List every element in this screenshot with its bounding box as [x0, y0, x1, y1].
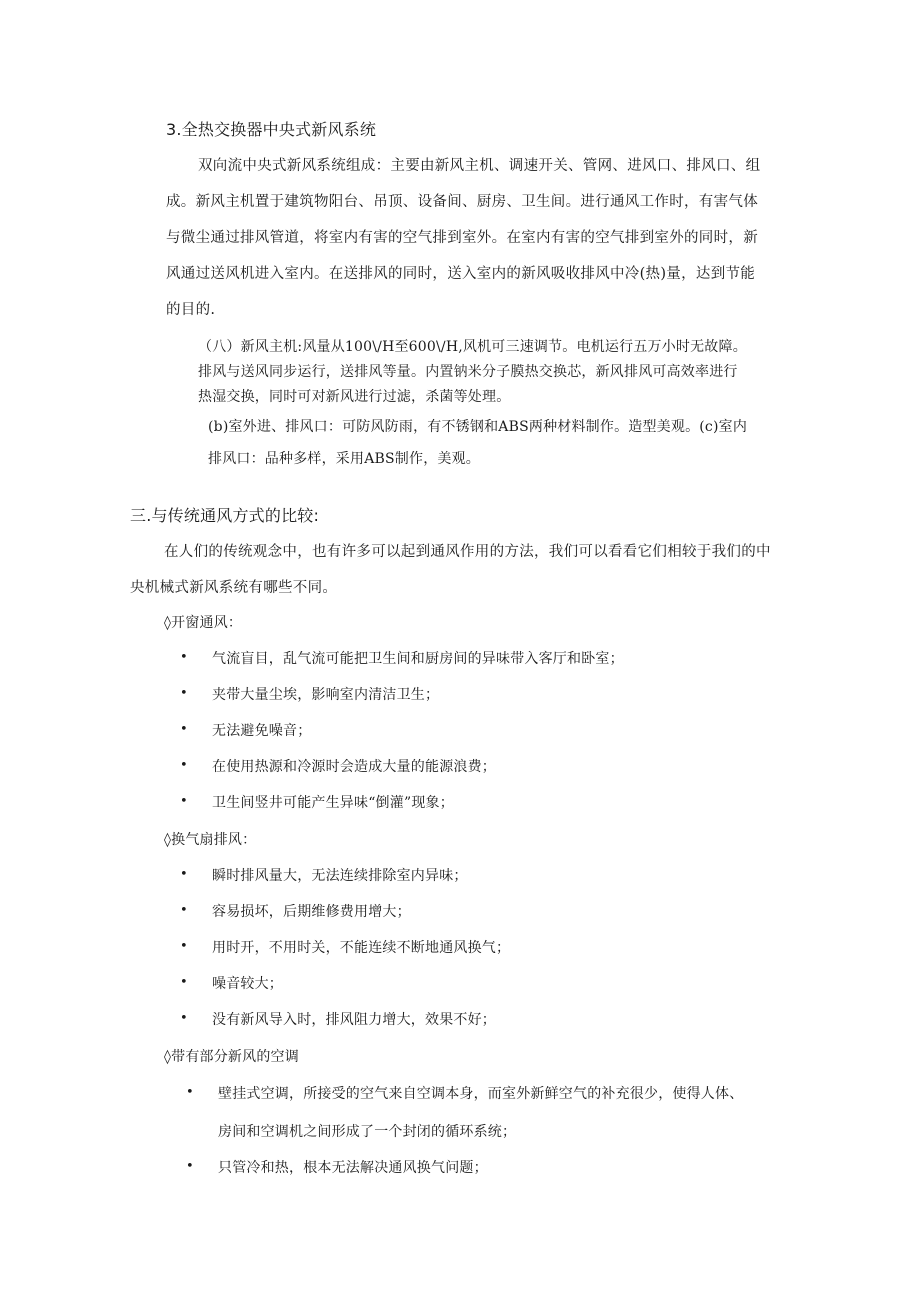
list-item: 只管冷和热，根本无法解决通风换气问题；	[218, 1160, 488, 1176]
bullet-icon: •	[186, 1085, 194, 1100]
paragraph-line: 的目的.	[166, 302, 216, 318]
bullet-icon: •	[180, 686, 188, 701]
list-item: 瞬时排风量大，无法连续排除室内异味；	[212, 868, 468, 884]
list-item-continuation: 房间和空调机之间形成了一个封闭的循环系统；	[218, 1124, 517, 1140]
item-a-line: 排风与送风同步运行，送排风等量。内置钠米分子膜热交换芯，新风排风可高效率进行	[198, 364, 738, 380]
list-item: 卫生间竖井可能产生异味“倒灌”现象；	[212, 795, 454, 811]
bullet-icon: •	[186, 1159, 194, 1174]
intro-line: 在人们的传统观念中，也有许多可以起到通风作用的方法，我们可以看看它们相较于我们的中	[164, 544, 771, 560]
list-item: 噪音较大；	[212, 976, 283, 992]
list-item: 无法避免噪音；	[212, 723, 312, 739]
section-compare-heading: 三.与传统通风方式的比较:	[130, 506, 320, 525]
group-title-exhaust-fan: ◊换气扇排风：	[164, 832, 257, 848]
section-3-heading: 3.全热交换器中央式新风系统	[166, 120, 377, 139]
list-item: 在使用热源和冷源时会造成大量的能源浪费；	[212, 759, 496, 775]
paragraph-line: 与微尘通过排风管道，将室内有害的空气排到室外。在室内有害的空气排到室外的同时，新	[166, 230, 758, 246]
group-title-air-conditioner: ◊带有部分新风的空调	[164, 1049, 299, 1065]
list-item: 夹带大量尘埃，影响室内清洁卫生；	[212, 687, 440, 703]
list-item: 容易损坏，后期维修费用增大；	[212, 904, 411, 920]
bullet-icon: •	[180, 794, 188, 809]
paragraph-line: 双向流中央式新风系统组成：主要由新风主机、调速开关、管网、进风口、排风口、组	[198, 158, 761, 174]
bullet-icon: •	[180, 903, 188, 918]
bullet-icon: •	[180, 867, 188, 882]
list-item: 没有新风导入时，排风阻力增大，效果不好；	[212, 1012, 496, 1028]
bullet-icon: •	[180, 650, 188, 665]
paragraph-line: 风通过送风机进入室内。在送排风的同时，送入室内的新风吸收排风中冷(热)量，达到节能	[166, 266, 756, 282]
list-item: 壁挂式空调，所接受的空气来自空调本身，而室外新鲜空气的补充很少，使得人体、	[218, 1086, 744, 1102]
item-b-line: (b)室外进、排风口：可防风防雨，有不锈钢和ABS两种材料制作。造型美观。(c)室内	[208, 419, 748, 435]
item-a-line: 热湿交换，同时可对新风进行过滤，杀菌等处理。	[198, 389, 511, 405]
bullet-icon: •	[180, 939, 188, 954]
intro-line: 央机械式新风系统有哪些不同。	[130, 580, 338, 596]
bullet-icon: •	[180, 1011, 188, 1026]
item-b-line: 排风口：品种多样，采用ABS制作，美观。	[208, 451, 480, 467]
bullet-icon: •	[180, 975, 188, 990]
item-a-line: （八）新风主机:风量从100\∕H至600\∕H,风机可三速调节。电机运行五万小时无故障。	[198, 339, 747, 355]
list-item: 用时开，不用时关，不能连续不断地通风换气；	[212, 940, 511, 956]
bullet-icon: •	[180, 722, 188, 737]
paragraph-line: 成。新风主机置于建筑物阳台、吊顶、设备间、厨房、卫生间。进行通风工作时，有害气体	[166, 194, 758, 210]
bullet-icon: •	[180, 758, 188, 773]
group-title-open-window: ◊开窗通风：	[164, 615, 243, 631]
list-item: 气流盲目，乱气流可能把卫生间和厨房间的异味带入客厅和卧室；	[212, 651, 624, 667]
